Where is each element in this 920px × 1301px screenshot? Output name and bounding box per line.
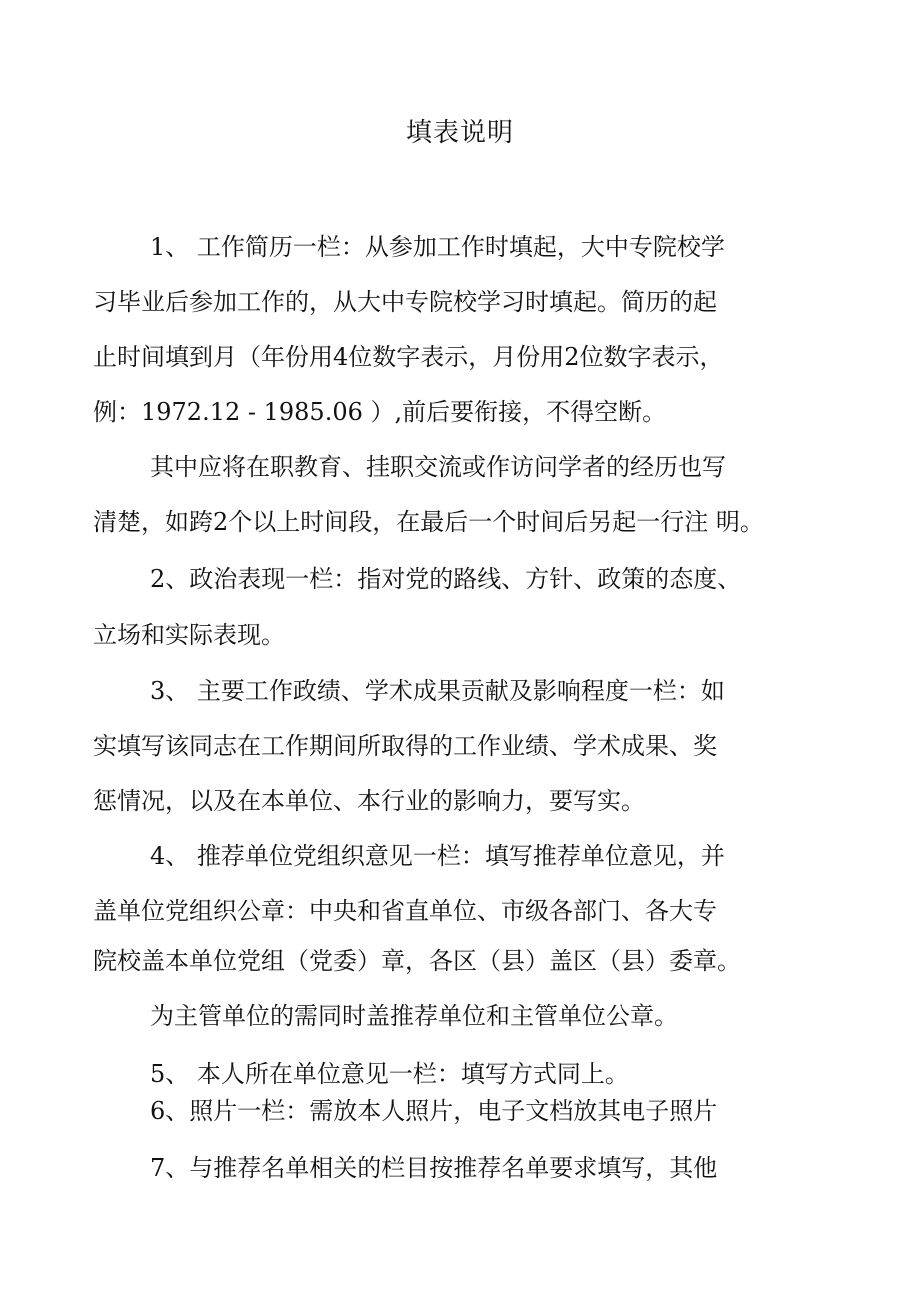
item-2-line-2: 立场和实际表现。	[93, 621, 285, 649]
item-3-line-2: 实填写该同志在工作期间所取得的工作业绩、学术成果、奖	[93, 732, 717, 760]
item-1-line-3: 止时间填到月（年份用4位数字表示，月份用2位数字表示，	[93, 343, 724, 371]
item-1-line-2: 习毕业后参加工作的，从大中专院校学习时填起。简历的起	[93, 288, 717, 316]
item-5-line-1: 5、 本人所在单位意见一栏：填写方式同上。	[150, 1060, 629, 1088]
item-4-line-1: 4、 推荐单位党组织意见一栏：填写推荐单位意见，并	[150, 842, 725, 870]
item-4-line-3: 院校盖本单位党组（党委）章，各区（县）盖区（县）委章。	[93, 947, 741, 975]
item-3-line-3: 惩情况，以及在本单位、本行业的影响力，要写实。	[93, 787, 645, 815]
item-1-line-1: 1、 工作简历一栏：从参加工作时填起，大中专院校学	[150, 233, 725, 261]
item-4-line-4: 为主管单位的需同时盖推荐单位和主管单位公章。	[150, 1002, 678, 1030]
item-3-line-1: 3、 主要工作政绩、学术成果贡献及影响程度一栏：如	[150, 677, 725, 705]
item-2-line-1: 2、政治表现一栏：指对党的路线、方针、政策的态度、	[150, 565, 742, 593]
item-7-line-1: 7、与推荐名单相关的栏目按推荐名单要求填写，其他	[150, 1154, 718, 1182]
item-1-line-6: 清楚，如跨2个以上时间段，在最后一个时间后另起一行注 明。	[93, 508, 764, 536]
item-1-line-4: 例：1972.12 - 1985.06 ）,前后要衔接，不得空断。	[93, 398, 667, 426]
item-1-line-5: 其中应将在职教育、挂职交流或作访问学者的经历也写	[150, 453, 726, 481]
item-6-line-1: 6、照片一栏：需放本人照片，电子文档放其电子照片	[150, 1097, 718, 1125]
item-4-line-2: 盖单位党组织公章：中央和省直单位、市级各部门、各大专	[93, 897, 717, 925]
page-title: 填表说明	[405, 118, 514, 148]
